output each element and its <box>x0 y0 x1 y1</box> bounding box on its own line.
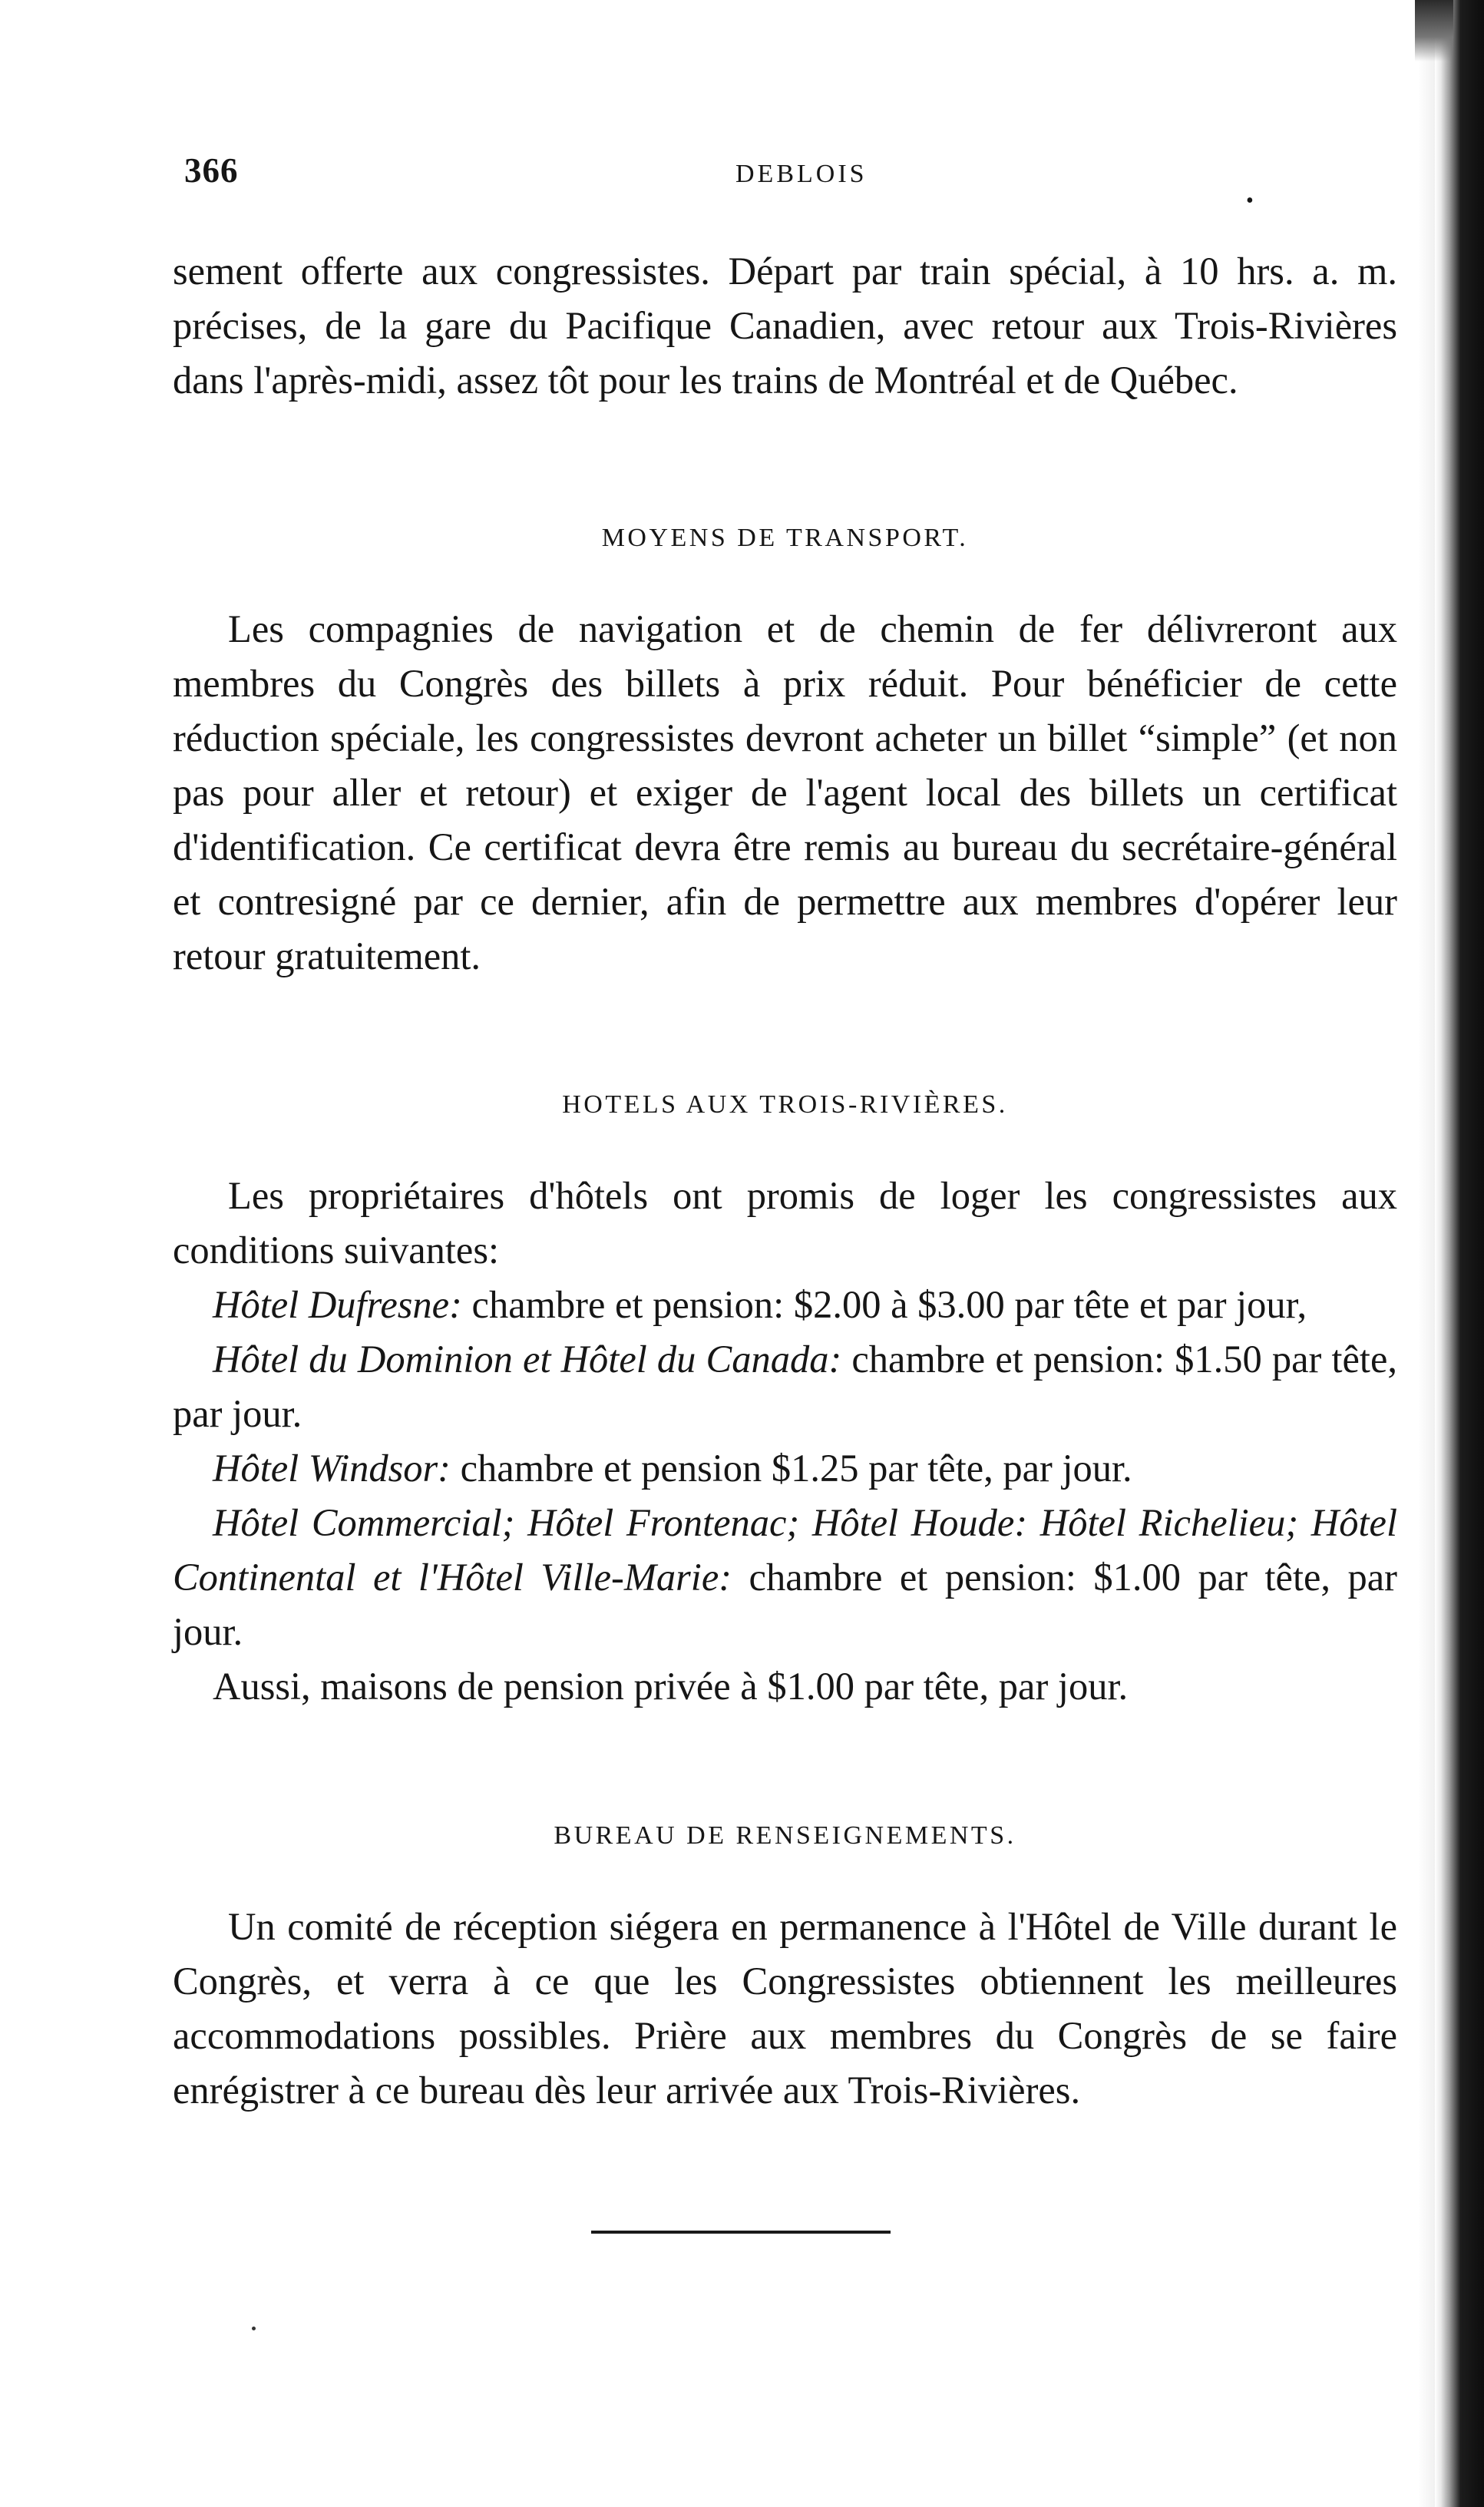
hotel-name: Hôtel Windsor: <box>213 1447 451 1490</box>
scan-speck <box>252 2327 256 2330</box>
hotels-intro: Les propriétaires d'hôtels ont promis de loger les congressistes aux conditions suivantes: <box>173 1174 1397 1272</box>
hotels-section <box>173 1169 1397 1714</box>
page-binding-edge <box>1435 0 1484 2507</box>
hotels-closing: Aussi, maisons de pension privée à $1.00 par tête, par jour. <box>213 1665 1129 1708</box>
transport-paragraph-text: Les compagnies de navigation et de chemin de fer délivreront aux membres du Congrès des billets à prix réduit. Pour bénéficier de cette réduction spéciale, les congressistes devront acheter un billet “simple” (et non pas pour aller et retour) et exiger de l'agent local des billets un certificat d'identification. Ce certificat devra être remis au bureau du secrétaire-général et contresigné par ce dernier, afin de permettre aux membres d'opérer leur retour gratuitement. <box>173 607 1397 977</box>
hotel-name: Hôtel Dufresne: <box>213 1283 462 1326</box>
scan-corner-mark <box>1415 0 1453 61</box>
stray-mark: • <box>1246 189 1254 213</box>
opening-paragraph-text: sement offerte aux congressistes. Départ par train spécial, à 10 hrs. a. m. précises, de la gare du Pacifique Canadien, avec retour aux Trois-Rivières dans l'après-midi, assez tôt pour les trains de Montréal et de Québec. <box>173 250 1397 402</box>
page-header <box>175 150 1373 213</box>
information-paragraph-text: Un comité de réception siégera en permanence à l'Hôtel de Ville durant le Congrès, et verra à ce que les Congressistes obtiennent les meilleures accommodations possibles. Prière aux membres du Congrès de se faire enrégistrer à ce bureau dès leur arrivée aux Trois-Rivières. <box>173 1905 1397 2112</box>
hotel-entry <box>173 1441 1397 1496</box>
opening-paragraph <box>173 244 1397 408</box>
information-heading: BUREAU DE RENSEIGNEMENTS. <box>554 1821 1016 1850</box>
page-number: 366 <box>184 151 239 190</box>
binding-shadow <box>1418 0 1435 2507</box>
hotel-name: Hôtel Commercial; Hôtel Frontenac; Hôtel Houde: Hôtel Richelieu; Hôtel Continental et l'Hôtel Ville-Marie: <box>173 1501 1397 1599</box>
hotel-entry <box>173 1496 1397 1659</box>
hotel-terms: chambre et pension: $1.50 par tête, par jour. <box>173 1338 1397 1435</box>
hotel-terms: chambre et pension $1.25 par tête, par jour. <box>451 1447 1132 1490</box>
hotels-heading: HOTELS AUX TROIS-RIVIÈRES. <box>562 1090 1008 1119</box>
hotel-name: Hôtel du Dominion et Hôtel du Canada: <box>213 1338 842 1381</box>
hotel-entry <box>173 1278 1397 1332</box>
transport-heading: MOYENS DE TRANSPORT. <box>601 524 969 552</box>
running-head: DEBLOIS <box>735 160 868 188</box>
hotel-terms: chambre et pension: $1.00 par tête, par jour. <box>173 1556 1398 1653</box>
information-paragraph <box>173 1900 1397 2118</box>
hotel-entry <box>173 1332 1397 1441</box>
end-rule <box>591 2231 891 2234</box>
transport-paragraph <box>173 602 1397 984</box>
hotel-terms: chambre et pension: $2.00 à $3.00 par tête et par jour, <box>461 1283 1307 1326</box>
